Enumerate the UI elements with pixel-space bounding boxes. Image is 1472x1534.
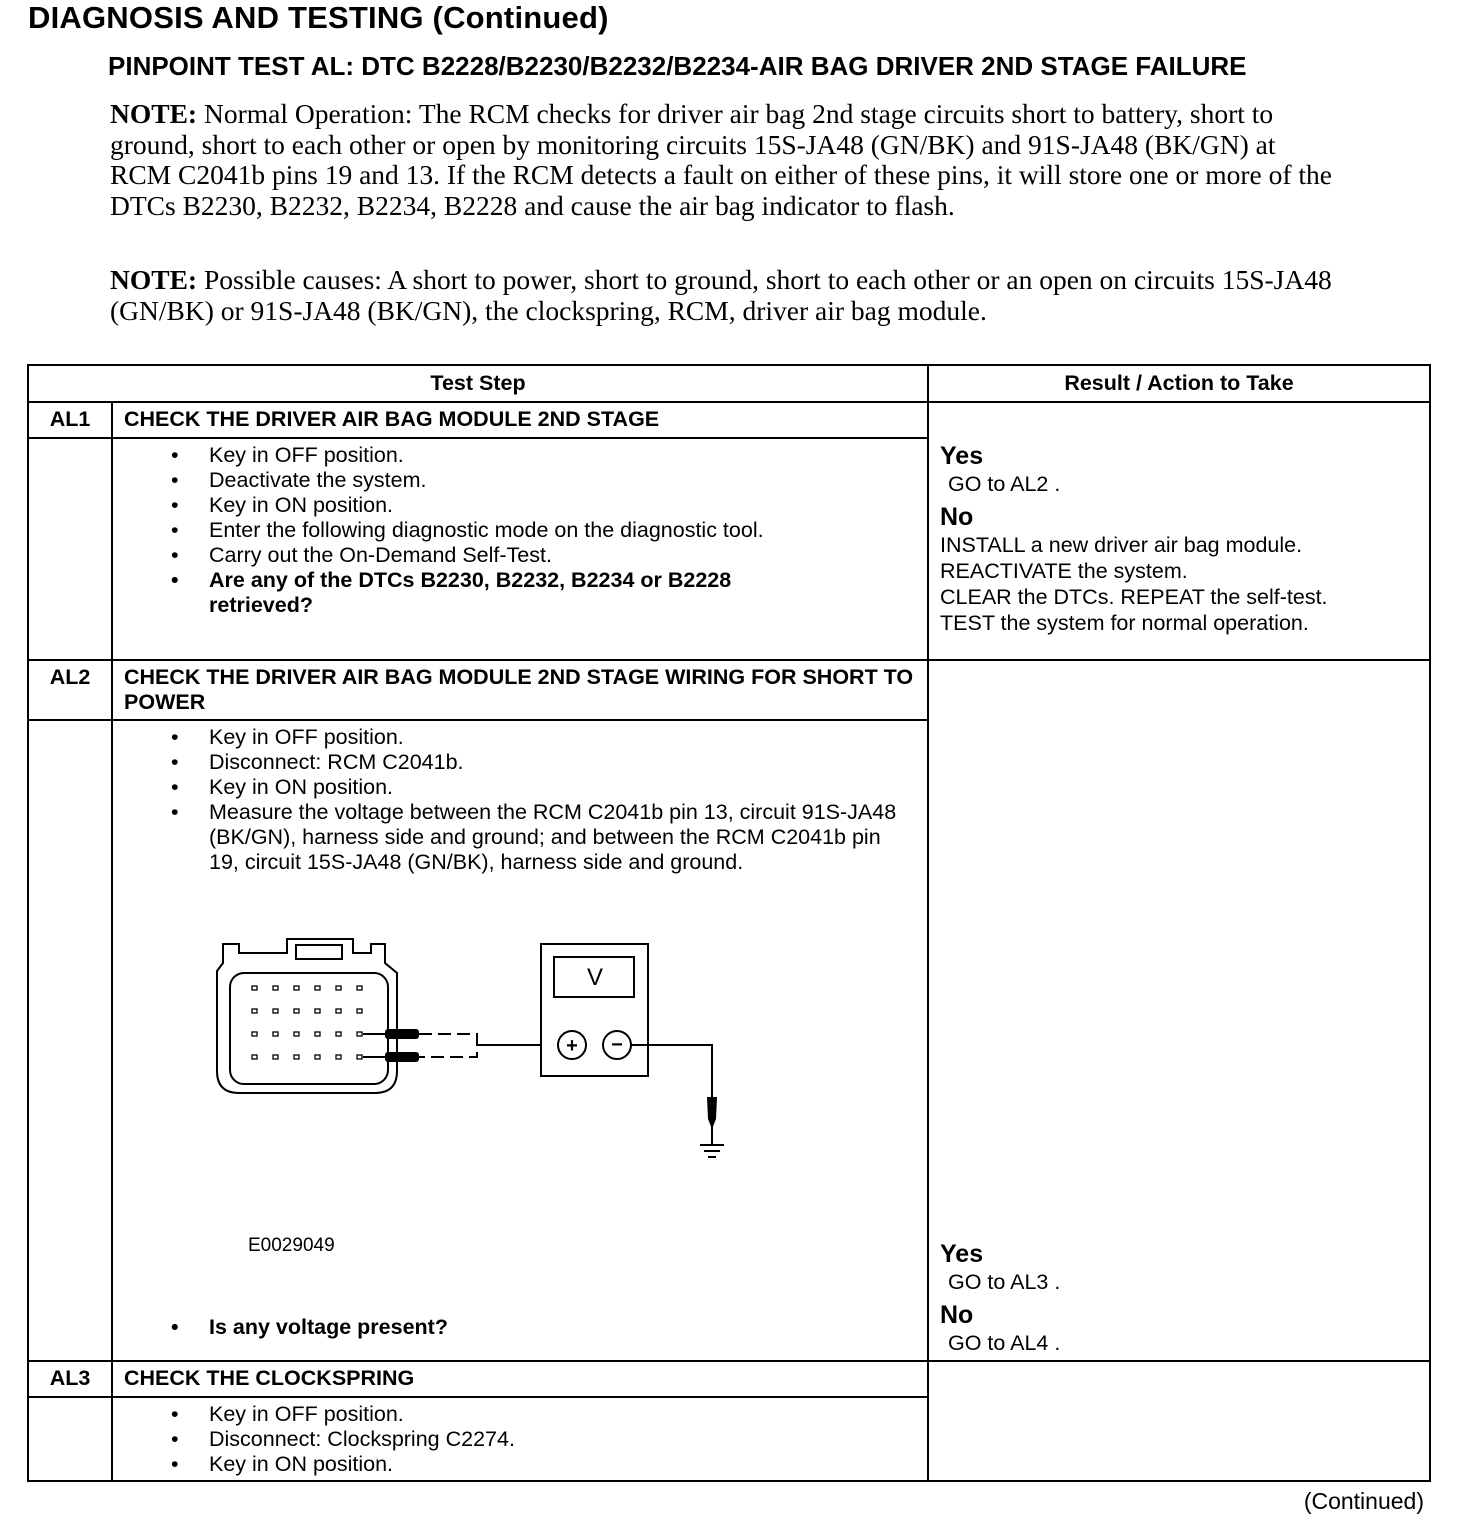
list-item: • Key in ON position.	[209, 493, 927, 518]
yes-action: GO to AL3 .	[948, 1270, 1061, 1294]
list-item: • Enter the following diagnostic mode on the diagnostic tool.	[209, 518, 927, 543]
pinpoint-test-title: PINPOINT TEST AL: DTC B2228/B2230/B2232/B2234-AIR BAG DRIVER 2ND STAGE FAILURE	[108, 51, 1247, 81]
step-list	[113, 1398, 927, 1477]
step-body	[112, 438, 928, 660]
step-id-spacer	[28, 720, 112, 1361]
list-item: • Key in ON position.	[209, 775, 927, 800]
step-al1-result	[928, 402, 1430, 660]
note-label: NOTE:	[110, 264, 198, 295]
step-al1-title-row	[28, 402, 1430, 438]
meter-symbol: V	[586, 964, 604, 991]
list-item: • Deactivate the system.	[209, 468, 927, 493]
step-al2-result	[928, 660, 1430, 1361]
list-item: • Disconnect: Clockspring C2274.	[209, 1427, 927, 1452]
ground-probe	[707, 1097, 717, 1129]
yes-label: Yes	[940, 442, 984, 470]
step-list	[113, 721, 927, 875]
list-item: • Measure the voltage between the RCM C2041b pin 13, circuit 91S-JA48 (BK/GN), harness side and ground; and between the RCM C2041b pin 19, circuit 15S-JA48 (GN/BK), harness side and ground.	[209, 800, 927, 875]
step-al2-title-row	[28, 660, 1430, 720]
list-item: • Key in ON position.	[209, 1452, 927, 1477]
step-id: AL3	[28, 1361, 112, 1397]
result-block	[940, 1239, 1421, 1356]
no-label: No	[940, 1301, 974, 1329]
pinpoint-test-table	[27, 364, 1431, 1482]
list-item: • Key in OFF position.	[209, 443, 927, 468]
figure-label: E0029049	[248, 1235, 335, 1256]
no-action-line: INSTALL a new driver air bag module.	[940, 533, 1303, 557]
page-title: DIAGNOSIS AND TESTING (Continued)	[28, 0, 609, 35]
probe-plugs	[385, 1029, 419, 1062]
step-list	[113, 439, 927, 618]
yes-action: GO to AL2 .	[948, 472, 1061, 496]
note-possible-causes	[110, 265, 1340, 326]
step-id-spacer	[28, 438, 112, 660]
no-action: GO to AL4 .	[948, 1331, 1061, 1355]
step-body	[112, 1397, 928, 1481]
list-item: • Key in OFF position.	[209, 725, 927, 750]
continued-label: (Continued)	[1303, 1488, 1424, 1514]
yes-label: Yes	[940, 1240, 984, 1268]
connector-outline	[217, 939, 397, 1093]
note-text: Possible causes: A short to power, short to ground, short to each other or an open on circuits 15S-JA48 (GN/BK) or 91S-JA48 (BK/GN), the clockspring, RCM, driver air bag module.	[110, 264, 1332, 326]
note-normal-operation	[110, 99, 1340, 222]
step-id-spacer	[28, 1397, 112, 1481]
step-question: • Is any voltage present?	[209, 1315, 927, 1340]
diagram-svg	[115, 875, 931, 1215]
list-item: • Disconnect: RCM C2041b.	[209, 750, 927, 775]
step-question: • Are any of the DTCs B2230, B2232, B2234 or B2228 retrieved?	[209, 568, 927, 618]
list-item: • Key in OFF position.	[209, 1402, 927, 1427]
minus-terminal: −	[611, 1034, 623, 1056]
result-block	[940, 441, 1421, 636]
note-label: NOTE:	[110, 98, 198, 129]
note-text: Normal Operation: The RCM checks for driver air bag 2nd stage circuits short to battery, short to ground, short to each other or open by monitoring circuits 15S-JA48 (GN/BK) and 91S-JA48 (BK/GN) at RCM C2041b pins 19 and 13. If the RCM detects a fault on either of these pins, it will store one or more of the DTCs B2230, B2232, B2234, B2228 and cause the air bag indicator to flash.	[110, 98, 1333, 222]
step-title: CHECK THE CLOCKSPRING	[112, 1361, 928, 1397]
step-al3-result	[928, 1361, 1430, 1481]
header-test-step: Test Step	[28, 365, 928, 402]
no-action-line: REACTIVATE the system.	[940, 559, 1188, 583]
connector-latch	[296, 945, 342, 959]
list-item: • Carry out the On-Demand Self-Test.	[209, 543, 927, 568]
no-action-line: TEST the system for normal operation.	[940, 611, 1309, 635]
step-title: CHECK THE DRIVER AIR BAG MODULE 2ND STAGE	[112, 402, 928, 438]
step-title: CHECK THE DRIVER AIR BAG MODULE 2ND STAGE WIRING FOR SHORT TO POWER	[112, 660, 928, 720]
step-question-list	[113, 1315, 927, 1340]
step-id: AL1	[28, 402, 112, 438]
plus-terminal: +	[566, 1035, 578, 1057]
no-action-line: CLEAR the DTCs. REPEAT the self-test.	[940, 585, 1328, 609]
table-header-row	[28, 365, 1430, 402]
wiring-diagram	[115, 875, 927, 1315]
step-al3-title-row	[28, 1361, 1430, 1397]
no-label: No	[940, 503, 974, 531]
step-body	[112, 720, 928, 1361]
step-id: AL2	[28, 660, 112, 720]
jumper-leads	[419, 1034, 477, 1057]
header-result-action: Result / Action to Take	[928, 365, 1430, 402]
